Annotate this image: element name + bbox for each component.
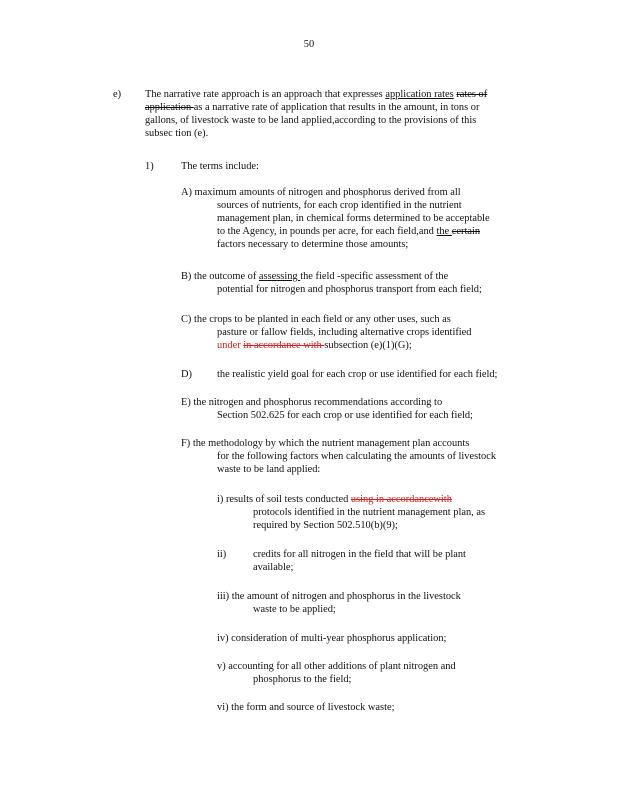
deleted-text: using in accordancewith [350,494,452,505]
text-line [181,409,473,422]
revised-text: under [217,340,244,351]
text-run: pasture or fallow fields, including alternative crops identified [217,327,472,338]
text-run: C) the crops to be planted in each field or any other uses, such as [181,314,451,325]
item-ii [253,548,466,574]
section-e-paragraph [145,88,487,140]
text-line [181,199,490,212]
text-line [181,463,496,476]
text-run: as a narrative rate of application that results in the amount, in tons or [193,102,480,113]
text-line [145,101,487,114]
text-run: gallons, of livestock waste to be land applied,according to the provisions of this [145,115,477,126]
item-v [217,660,456,686]
item-b [181,270,482,296]
text-run: management plan, in chemical forms determined to be acceptable [217,213,490,224]
text-line [253,561,466,574]
text-run: The narrative rate approach is an approach that expresses [145,89,386,100]
item-d-marker: D) [181,369,192,380]
text-run: phosphorus to the field; [253,674,352,685]
deleted-text: application [145,102,194,113]
inserted-text: application rates [385,89,454,100]
text-line [217,493,485,506]
text-run: i) results of soil tests conducted [217,494,351,505]
text-line [181,270,482,283]
text-run: subsection (e)(1)(G); [324,340,412,351]
deleted-text: in accordance with [243,340,325,351]
text-line [217,673,456,686]
text-line [181,186,490,199]
text-run: the field -specific assessment of the [300,271,449,282]
text-run: credits for all nitrogen in the field that will be plant [253,549,466,560]
text-line [181,283,482,296]
text-run: the realistic yield goal for each crop or use identified for each field; [217,369,498,380]
item-i [217,493,485,532]
text-line [217,701,394,714]
inserted-text: assessing [258,271,301,282]
text-run: subsec tion (e). [145,128,209,139]
inserted-text: the [436,226,452,237]
text-run: protocols identified in the nutrient management plan, as [253,507,485,518]
text-run: v) accounting for all other additions of plant nitrogen and [217,661,456,672]
item-vi [217,701,394,714]
section-e-marker: e) [113,89,122,100]
item-ii-marker: ii) [217,549,227,560]
text-run: potential for nitrogen and phosphorus transport from each field; [217,284,482,295]
text-line [181,238,490,251]
text-line [181,326,472,339]
item-1-marker: 1) [145,161,154,172]
text-line [217,368,497,381]
item-f [181,437,496,476]
item-a [181,186,490,251]
text-line [181,450,496,463]
text-line [181,225,490,238]
item-d [217,368,497,381]
text-run: to the Agency, in pounds per acre, for each field,and [217,226,437,237]
deleted-text: certain [451,226,481,237]
page-number: 50 [303,39,315,50]
text-run: for the following factors when calculating the amounts of livestock [217,451,497,462]
text-run: sources of nutrients, for each crop identified in the nutrient [217,200,462,211]
text-run: iv) consideration of multi-year phosphorus application; [217,633,447,644]
text-line [217,506,485,519]
item-iv [217,632,446,645]
text-run: required by Section 502.510(b)(9); [253,520,398,531]
item-c [181,313,472,352]
item-1-text: The terms include: [181,161,259,172]
text-run: B) the outcome of [181,271,259,282]
text-line [217,590,461,603]
item-e [181,396,473,422]
text-line [217,603,461,616]
text-line [145,88,487,101]
text-line [253,548,466,561]
item-iii [217,590,461,616]
deleted-text: rates of [456,89,488,100]
text-run: available; [253,562,294,573]
text-line [145,127,487,140]
text-run: iii) the amount of nitrogen and phosphorus in the livestock [217,591,461,602]
text-line [145,114,487,127]
text-line [217,519,485,532]
text-run: waste to be applied; [253,604,336,615]
text-run: A) maximum amounts of nitrogen and phosphorus derived from all [181,187,461,198]
text-run: factors necessary to determine those amounts; [217,239,409,250]
text-line [181,313,472,326]
text-run: vi) the form and source of livestock waste; [217,702,395,713]
text-line [181,396,473,409]
text-line [181,339,472,352]
text-line [217,632,446,645]
text-run: E) the nitrogen and phosphorus recommendations according to [181,397,443,408]
text-run: Section 502.625 for each crop or use identified for each field; [217,410,473,421]
text-line [217,660,456,673]
text-run: waste to be land applied: [217,464,321,475]
text-line [181,212,490,225]
text-line [181,437,496,450]
text-run: F) the methodology by which the nutrient management plan accounts [181,438,470,449]
